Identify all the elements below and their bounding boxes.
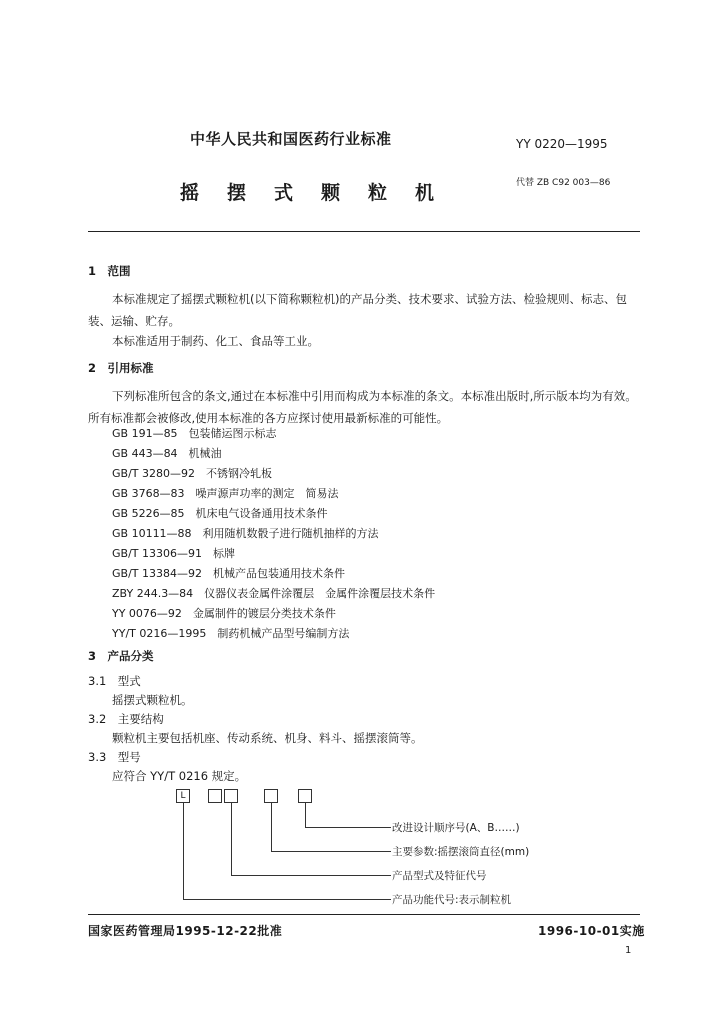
reference-item: GB 191—85 包装储运图示标志 (112, 427, 277, 440)
page-title: 摇摆式颗粒机 (180, 182, 463, 204)
page-number: 1 (625, 945, 632, 956)
connector-line (271, 803, 272, 851)
reference-item: GB/T 3280—92 不锈钢冷轧板 (112, 467, 272, 480)
connector-line (271, 851, 391, 852)
section2-paragraph: 下列标准所包含的条文,通过在本标准中引用而构成为本标准的条文。本标准出版时,所示版本均为有效。所有标准都会被修改,使用本标准的各方应探讨使用最新标准的可能性。 (88, 389, 637, 425)
reference-item: GB/T 13384—92 机械产品包装通用技术条件 (112, 567, 345, 580)
reference-item: GB 443—84 机械油 (112, 447, 222, 460)
section2-heading: 2 引用标准 (88, 361, 154, 375)
diagram-label: 产品功能代号:表示制粒机 (392, 894, 512, 906)
reference-item: ZBY 244.3—84 仪器仪表金属件涂覆层 金属件涂覆层技术条件 (112, 587, 436, 600)
reference-item: GB 10111—88 利用随机数骰子进行随机抽样的方法 (112, 527, 379, 540)
connector-line (183, 899, 391, 900)
section3-3-text: 应符合 YY/T 0216 规定。 (112, 769, 247, 783)
type-code-box (224, 789, 238, 803)
section1-paragraph1: 本标准规定了摇摆式颗粒机(以下简称颗粒机)的产品分类、技术要求、试验方法、检验规则、标志、包装、运输、贮存。 (88, 292, 627, 328)
effective-date: 1996-10-01实施 (538, 924, 645, 938)
revision-box (298, 789, 312, 803)
section3-2-heading: 3.2 主要结构 (88, 712, 164, 726)
replaces-standard: 代替 ZB C92 003—86 (516, 178, 611, 188)
section1-paragraph2: 本标准适用于制药、化工、食品等工业。 (112, 334, 319, 348)
diagram-label: 主要参数:摇摆滚筒直径(mm) (392, 846, 530, 858)
section3-2-text: 颗粒机主要包括机座、传动系统、机身、料斗、摇摆滚筒等。 (112, 731, 423, 745)
parameter-box (264, 789, 278, 803)
industry-standard-title: 中华人民共和国医药行业标准 (190, 130, 392, 148)
function-code-box: L (176, 789, 190, 803)
header-divider (88, 231, 640, 232)
connector-line (231, 803, 232, 875)
section1-heading: 1 范围 (88, 264, 131, 278)
reference-item: GB 3768—83 噪声源声功率的测定 简易法 (112, 487, 339, 500)
type-code-box (208, 789, 222, 803)
section3-3-heading: 3.3 型号 (88, 750, 141, 764)
approval-date: 国家医药管理局1995-12-22批准 (88, 924, 283, 938)
connector-line (231, 875, 391, 876)
reference-item: YY 0076—92 金属制件的镀层分类技术条件 (112, 607, 336, 620)
standard-code: YY 0220—1995 (516, 137, 608, 151)
diagram-label: 产品型式及特征代号 (392, 870, 487, 882)
section3-heading: 3 产品分类 (88, 649, 154, 663)
connector-line (305, 803, 306, 827)
connector-line (305, 827, 391, 828)
section3-1-heading: 3.1 型式 (88, 674, 141, 688)
section3-1-text: 摇摆式颗粒机。 (112, 693, 193, 707)
reference-item: YY/T 0216—1995 制药机械产品型号编制方法 (112, 627, 350, 640)
diagram-label: 改进设计顺序号(A、B……) (392, 822, 520, 834)
connector-line (183, 803, 184, 899)
reference-item: GB 5226—85 机床电气设备通用技术条件 (112, 507, 328, 520)
footer-divider (88, 914, 640, 915)
reference-item: GB/T 13306—91 标牌 (112, 547, 235, 560)
